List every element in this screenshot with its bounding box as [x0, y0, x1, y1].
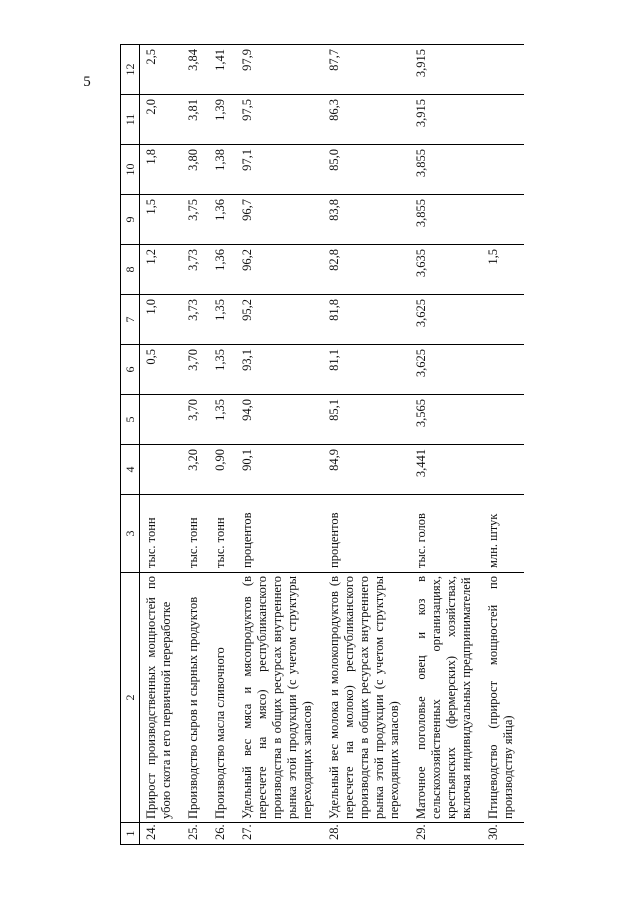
- value-cell: 1,8: [140, 145, 183, 195]
- value-cell: 1,38: [209, 145, 236, 195]
- row-number: 29.: [410, 823, 482, 845]
- unit: тыс. тонн: [209, 495, 236, 573]
- value-cell: 1,36: [209, 195, 236, 245]
- header-row: [121, 45, 140, 845]
- indicator-name: Маточное поголовье овец и коз в сельскохозяйственных организациях, крестьянских (фермерских) хозяйствах, включая индивидуальных предпринимателей: [410, 573, 482, 823]
- value-cell: [482, 95, 524, 145]
- col-header: 9: [121, 195, 140, 245]
- value-cell: 3,915: [410, 95, 482, 145]
- value-cell: 1,5: [140, 195, 183, 245]
- value-cell: 3,73: [182, 245, 209, 295]
- value-cell: 3,75: [182, 195, 209, 245]
- col-header: 11: [121, 95, 140, 145]
- value-cell: 94,0: [236, 395, 323, 445]
- unit: тыс. тонн: [140, 495, 183, 573]
- value-cell: 3,915: [410, 45, 482, 95]
- value-cell: 1,35: [209, 395, 236, 445]
- indicator-name: Прирост производственных мощностей по убою скота и его первичной переработке: [140, 573, 183, 823]
- value-cell: 2,0: [140, 95, 183, 145]
- value-cell: 96,7: [236, 195, 323, 245]
- value-cell: 85,0: [323, 145, 410, 195]
- value-cell: 97,9: [236, 45, 323, 95]
- rotated-table-container: [120, 45, 560, 845]
- value-cell: 3,81: [182, 95, 209, 145]
- indicator-name: Производство сыров и сырных продуктов: [182, 573, 209, 823]
- value-cell: 3,80: [182, 145, 209, 195]
- col-header: 2: [121, 573, 140, 823]
- value-cell: 1,41: [209, 45, 236, 95]
- value-cell: 93,1: [236, 345, 323, 395]
- table-row: [236, 45, 323, 845]
- value-cell: 1,35: [209, 345, 236, 395]
- value-cell: 81,1: [323, 345, 410, 395]
- table-row: [482, 45, 524, 845]
- value-cell: 0,5: [140, 345, 183, 395]
- row-number: 26.: [209, 823, 236, 845]
- value-cell: 84,9: [323, 445, 410, 495]
- value-cell: 97,5: [236, 95, 323, 145]
- unit: тыс. голов: [410, 495, 482, 573]
- row-number: 30.: [482, 823, 524, 845]
- page-number: 5: [83, 74, 91, 90]
- unit: тыс. тонн: [182, 495, 209, 573]
- unit: процентов: [236, 495, 323, 573]
- value-cell: 3,441: [410, 445, 482, 495]
- indicators-table: [120, 44, 524, 845]
- indicator-name: Удельный вес мяса и мясопродуктов (в пересчете на мясо) республиканского производства в общих ресурсах внутреннего рынка этой продукции (с учетом структуры переходящих запасов): [236, 573, 323, 823]
- value-cell: 2,5: [140, 45, 183, 95]
- value-cell: 3,73: [182, 295, 209, 345]
- indicator-name: Птицеводство (прирост мощностей по производству яйца): [482, 573, 524, 823]
- value-cell: 1,39: [209, 95, 236, 145]
- value-cell: 3,635: [410, 245, 482, 295]
- value-cell: [482, 295, 524, 345]
- value-cell: 1,36: [209, 245, 236, 295]
- value-cell: 3,625: [410, 345, 482, 395]
- value-cell: 1,5: [482, 245, 524, 295]
- value-cell: 3,84: [182, 45, 209, 95]
- value-cell: 81,8: [323, 295, 410, 345]
- col-header: 8: [121, 245, 140, 295]
- col-header: 4: [121, 445, 140, 495]
- value-cell: [140, 395, 183, 445]
- value-cell: 85,1: [323, 395, 410, 445]
- value-cell: [482, 445, 524, 495]
- indicator-name: Удельный вес молока и молокопродуктов (в пересчете на молоко) республиканского производства в общих ресурсах внутреннего рынка этой продукции (с учетом структуры переходящих запасов): [323, 573, 410, 823]
- value-cell: [482, 395, 524, 445]
- table-row: [140, 45, 183, 845]
- table-row: [410, 45, 482, 845]
- value-cell: 3,565: [410, 395, 482, 445]
- value-cell: 1,2: [140, 245, 183, 295]
- value-cell: 1,0: [140, 295, 183, 345]
- value-cell: 3,625: [410, 295, 482, 345]
- value-cell: 0,90: [209, 445, 236, 495]
- table-row: [209, 45, 236, 845]
- row-number: 27.: [236, 823, 323, 845]
- table-row: [323, 45, 410, 845]
- row-number: 28.: [323, 823, 410, 845]
- row-number: 25.: [182, 823, 209, 845]
- col-header: 7: [121, 295, 140, 345]
- col-header: 10: [121, 145, 140, 195]
- value-cell: [482, 345, 524, 395]
- value-cell: 3,855: [410, 195, 482, 245]
- col-header: 12: [121, 45, 140, 95]
- value-cell: 90,1: [236, 445, 323, 495]
- col-header: 1: [121, 823, 140, 845]
- col-header: 6: [121, 345, 140, 395]
- indicator-name: Производство масла сливочного: [209, 573, 236, 823]
- unit: процентов: [323, 495, 410, 573]
- col-header: 3: [121, 495, 140, 573]
- value-cell: 1,35: [209, 295, 236, 345]
- value-cell: [140, 445, 183, 495]
- value-cell: [482, 145, 524, 195]
- col-header: 5: [121, 395, 140, 445]
- value-cell: 97,1: [236, 145, 323, 195]
- value-cell: 82,8: [323, 245, 410, 295]
- row-number: 24.: [140, 823, 183, 845]
- table-row: [182, 45, 209, 845]
- value-cell: 3,70: [182, 345, 209, 395]
- value-cell: 83,8: [323, 195, 410, 245]
- value-cell: 96,2: [236, 245, 323, 295]
- unit: млн. штук: [482, 495, 524, 573]
- value-cell: 3,70: [182, 395, 209, 445]
- value-cell: 3,20: [182, 445, 209, 495]
- value-cell: 86,3: [323, 95, 410, 145]
- value-cell: 3,855: [410, 145, 482, 195]
- value-cell: 95,2: [236, 295, 323, 345]
- value-cell: [482, 195, 524, 245]
- value-cell: [482, 45, 524, 95]
- value-cell: 87,7: [323, 45, 410, 95]
